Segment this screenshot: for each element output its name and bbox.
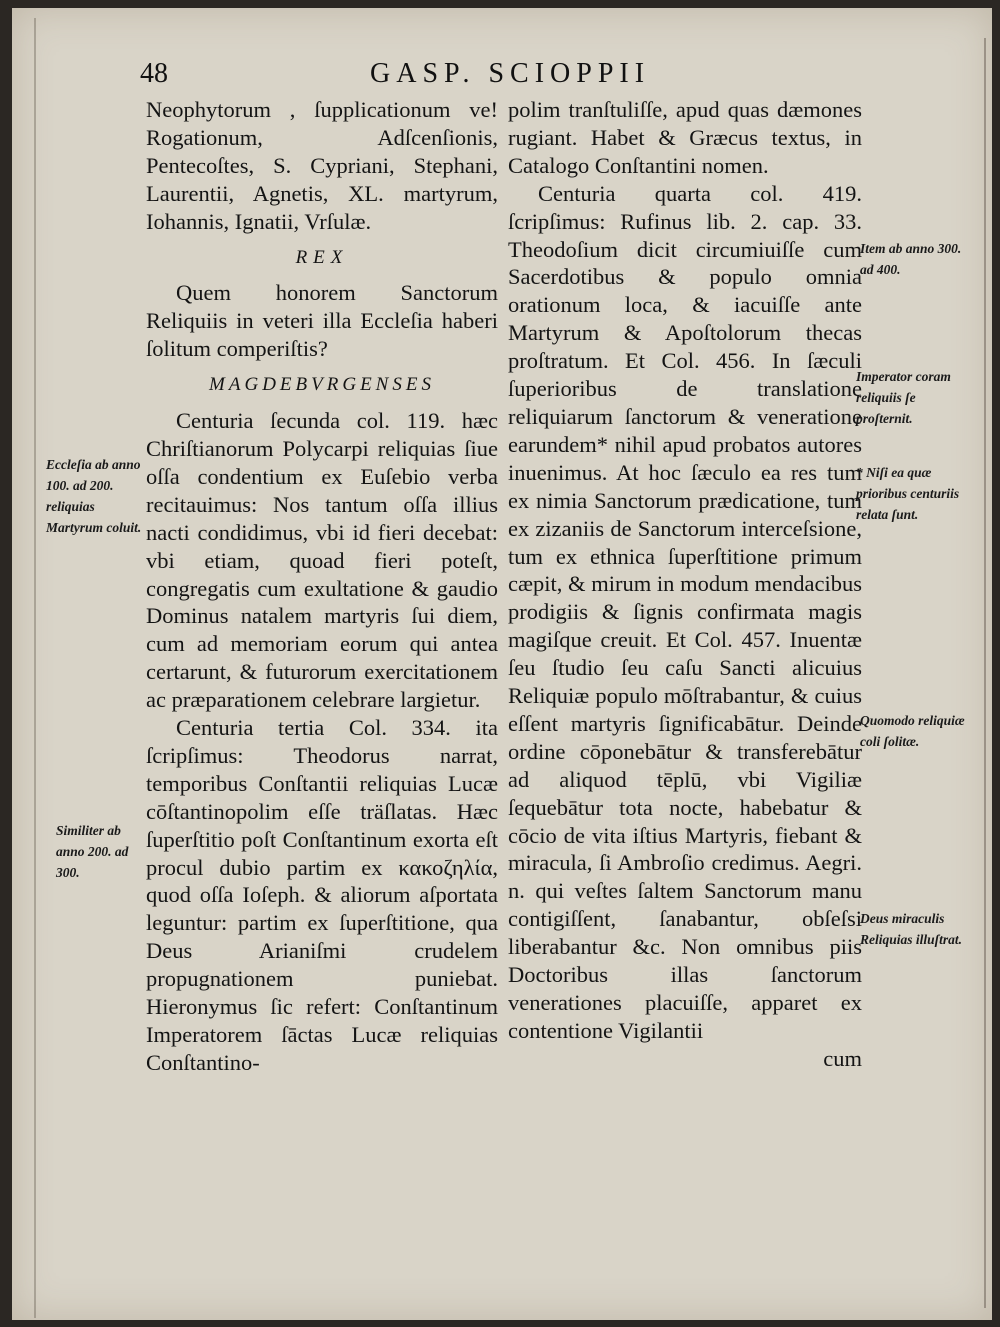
margin-note-left-2: Similiter ab anno 200. ad 300. [56,823,129,880]
margin-note-right-5: Deus miraculis Reliquias illuſtrat. [860,911,963,947]
speaker-heading-rex: REX [295,246,349,268]
margin-note-right-4: Quomodo reliquiæ coli ſolitæ. [860,713,965,749]
paragraph-continuation: polim tranſtuliſſe, apud quas dæmones rugiant. Habet & Græcus textus, in Catalogo Conſtantini nomen. [508,97,862,178]
paragraph-centuria-tertia: Centuria tertia Col. 334. ita ſcripſimus: Theodorus narrat, temporibus Conſtantii reliquias Lucæ cōſtantinopolim eſſe träſlatas. Hæc ſuperſtitio poſt Conſtantinum exorta eſt procul dubio partim ex κακοζηλία, quod oſſa Ioſeph. & aliorum aſportata leguntur: partim ex ſuperſtitione, qua Deus Arianiſmi crudelem propugnationem puniebat. Hieronymus ſic refert: Conſtantinum Imperatorem ſāctas Lucæ reliquias Conſtantino- [146,715,498,1075]
page-number: 48 [140,58,168,89]
margin-note-right-3: * Niſi ea quæ prioribus centuriis relata ſunt. [856,465,960,522]
speaker-heading-magdeburgenses: MAGDEBVRGENSES [209,374,435,396]
paragraph-litanies: Neophytorum , ſupplicationum ve! Rogationum, Adſcenſionis, Pentecoſtes, S. Cypriani, Stephani, Laurentii, Agnetis, XL. martyrum, Iohannis, Ignatii, Vrſulæ. [146,97,498,234]
left-text-column [146,96,498,1077]
margin-note-right-1: Item ab anno 300. ad 400. [860,241,962,277]
catchword: cum [823,1045,862,1071]
paragraph-centuria-secunda: Centuria ſecunda col. 119. hæc Chriſtianorum Polycarpi reliquias ſiue oſſa condentium ex Euſebio verba recitauimus: Nos tantum oſſa illius nacti condidimus, vbi id fieri decebat: vbi etiam, quoad fieri poteſt, congregatis cum exultatione & gaudio Dominus natalem martyris ſui diem, cum ad memoriam eorum qui antea certarunt, & futurorum exercitationem ac præparationem celebrare largietur. [146,408,498,713]
right-text-column [508,96,862,1073]
running-title: GASP. SCIOPPII [370,58,651,89]
gutter-line [34,18,36,1318]
margin-note-left-1: Eccleſia ab anno 100. ad 200. reliquias Martyrum coluit. [46,457,142,535]
margin-note-right-2: Imperator coram reliquiis ſe proſternit. [856,369,951,426]
paragraph-centuria-quarta: Centuria quarta col. 419. ſcripſimus: Rufinus lib. 2. cap. 33. Theodoſium dicit circumiuiſſe cum Sacerdotibus & populo omnia orationum loca, & iacuiſſe ante Martyrum & Apoſtolorum thecas proſtratum. Et Col. 456. In ſæculi ſuperioribus de translatione reliquiarum ſanctorum & veneratione earundem* nihil apud probatos autores inuenimus. At hoc ſæculo ea res tum ex nimia Sanctorum prædicatione, tum ex zizaniis de Sanctorum interceſsione, tum ex ethnica ſuperſtitione primum cæpit, & mirum in modum mendacibus prodigiis & ſignis confirmata magis magiſque creuit. Et Col. 457. Inuentæ ſeu ſtudio ſeu caſu Sancti alicuius Reliquiæ populo mōſtrabantur, & cuius eſſent martyris ſignificabātur. Deinde ordine cōponebātur & transferebātur ad aliquod tēplū, vbi Vigiliæ ſequebātur tota nocte, habebatur & cōcio de vita iſtius Martyris, fiebant & miracula, ſi Ambroſio credimus. Aegri. n. qui veſtes ſaltem Sanctorum manu contigiſſent, ſanabantur, obſeſsi liberabantur &c. Non omnibus piis Doctoribus illas ſanctorum venerationes placuiſſe, apparet ex contentione Vigilantii [508,180,862,1043]
page-edge-line [984,38,986,1308]
paragraph-question: Quem honorem Sanctorum Reliquiis in veteri illa Eccleſia haberi ſolitum comperiſtis? [146,280,498,362]
